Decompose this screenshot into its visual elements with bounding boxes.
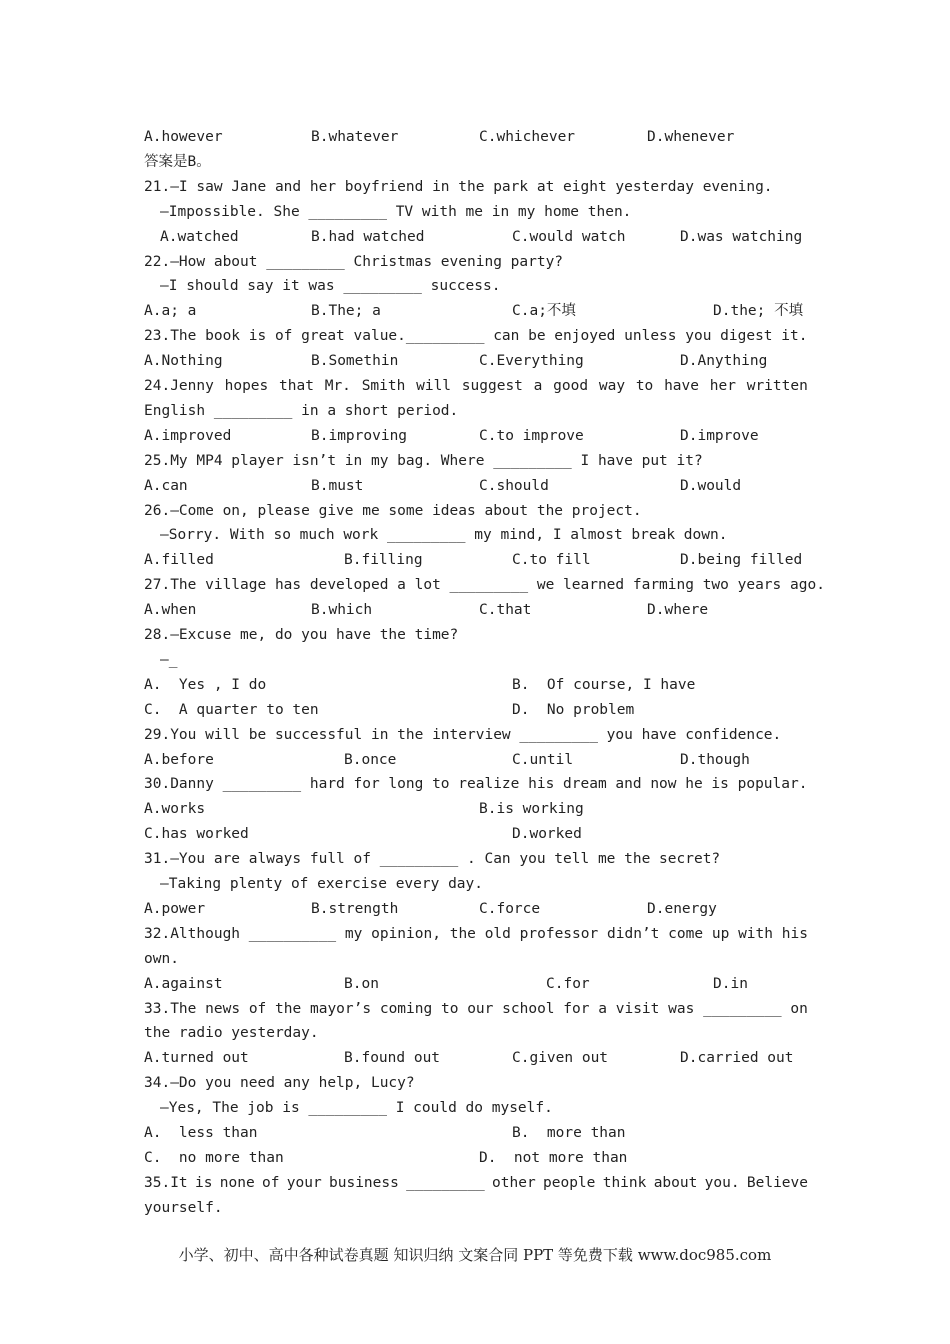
text-line [0,250,950,275]
answer-option: C. no more than [144,1149,284,1166]
text-line [0,997,950,1022]
answer-option: C.force [479,900,541,917]
word: was [668,1000,695,1017]
text-line [0,1096,950,1121]
word: up [711,925,730,942]
word: Believe [746,1174,808,1191]
word: professor [519,925,599,942]
answer-option: D.where [647,602,709,619]
word: that [279,378,314,394]
word: suggest [461,378,523,394]
word: _________ [406,1174,485,1191]
text-line-content: yourself. [144,1199,223,1216]
answer-option: B. more than [512,1125,626,1141]
text-line [0,200,950,225]
answer-option: A.before [144,751,214,768]
answer-option: C. A quarter to ten [144,701,319,718]
word: to [635,378,654,394]
word: for [563,1000,590,1017]
answer-option: A.turned out [144,1050,249,1067]
text-line [0,499,950,524]
word: a [598,1000,607,1017]
word: a [533,378,543,394]
word: 24.Jenny [144,378,214,394]
word: of [248,1000,267,1017]
word: to [440,1000,459,1017]
text-line [0,723,950,748]
answer-options [0,474,950,499]
answer-option: A.Nothing [144,353,223,370]
word: is [194,1174,213,1191]
word: Smith [361,378,406,394]
answer-option: C.Everything [479,353,584,370]
word: news [205,1000,241,1017]
answer-option: B.The; a [311,303,381,320]
answer-option: A.when [144,602,197,619]
text-line-content: —Impossible. She _________ TV with me in my home then. [160,203,632,220]
word: 32.Although [144,925,241,942]
text-line [0,1071,950,1096]
text-line [0,772,950,797]
answer-option: B.filling [344,552,423,569]
question-stem: 34.—Do you need any help, Lucy? [144,1075,415,1092]
answer-options [0,1046,950,1071]
answer-options [0,349,950,374]
answer-option: D.would [680,477,742,494]
answer-option: D.improve [680,427,759,444]
answer-option: A.a; a [144,303,197,320]
question-stem: 26.—Come on, please give me some ideas about the project. [144,502,642,519]
question-stem: 22.—How about _________ Christmas evening party? [144,253,564,270]
answer-options [0,548,950,573]
answer-options [0,225,950,250]
answer-options [0,1146,950,1171]
answer-options [0,598,950,623]
answer-options [0,897,950,922]
answer-option: A.can [144,477,188,494]
answer-option: A.watched [160,228,239,245]
word: none [219,1174,255,1191]
answer-option: B.which [311,602,373,619]
word: come [668,925,704,942]
word: the [275,1000,302,1017]
answer-option: B.whatever [311,129,399,145]
word: Mr. [324,378,351,394]
answer-options [0,698,950,723]
word: my [344,925,363,942]
text-line-content: 答案是B。 [144,153,211,170]
answer-options [0,673,950,698]
text-line [0,1196,950,1221]
answer-option: A.improved [144,427,232,444]
answer-option: B.Somethin [311,353,399,370]
answer-option: C.would watch [512,228,626,245]
word: way [598,378,626,394]
answer-option: B.found out [344,1050,441,1067]
text-line [0,1171,950,1196]
question-stem: 30.Danny _________ hard for long to realize his dream and now he is popular. [144,776,808,793]
answer-option: A.against [144,975,223,992]
answer-options [0,822,950,847]
text-line [0,274,950,299]
word: opinion, [371,925,441,942]
word: of [261,1174,280,1191]
answer-options [0,424,950,449]
answer-option: D. No problem [512,701,635,718]
answer-option: D.Anything [680,353,768,370]
word: written [746,378,808,394]
word: other [492,1174,536,1191]
answer-option: A. less than [144,1125,258,1141]
word: the [449,925,476,942]
answer-option: C.for [546,975,590,992]
text-line-content: —I should say it was _________ success. [160,278,501,295]
word: people [543,1174,596,1191]
text-line [0,573,950,598]
word: 35.It [144,1174,188,1191]
text-line [0,623,950,648]
word: business [329,1174,399,1191]
word: school [502,1000,555,1017]
word: think [602,1174,647,1191]
answer-option: B.strength [311,900,399,917]
word: our [467,1000,494,1017]
text-line [0,150,950,175]
answer-options [0,748,950,773]
answer-option: A.filled [144,552,214,569]
word: mayor’s [309,1000,372,1017]
answer-option: B.on [344,975,379,992]
answer-option: A. Yes , I do [144,676,267,693]
word: coming [379,1000,433,1017]
answer-option: C.has worked [144,826,249,843]
question-stem: 28.—Excuse me, do you have the time? [144,627,459,643]
word: didn’t [607,925,660,942]
answer-option: A.however [144,129,223,145]
text-line [0,847,950,872]
text-line-content: —Taking plenty of exercise every day. [160,876,484,892]
text-line [0,399,950,424]
question-stem: 27.The village has developed a lot _________ we learned farming two years ago. [144,577,825,594]
answer-options [0,1121,950,1146]
word: good [553,378,589,394]
question-stem: 21.—I saw Jane and her boyfriend in the park at eight yesterday evening. [144,178,773,195]
word: __________ [248,925,337,942]
text-line [0,947,950,972]
text-line [0,523,950,548]
word: old [484,925,511,942]
question-stem: 29.You will be successful in the interview _________ you have confidence. [144,726,782,743]
answer-option: D.the; 不填 [713,303,804,320]
answer-option: B.improving [311,427,408,444]
word: will [416,378,452,394]
answer-option: D.being filled [680,552,803,569]
answer-option: A.power [144,900,206,917]
text-line [0,1021,950,1046]
word: about [653,1174,698,1191]
text-line-content: —Sorry. With so much work _________ my mind, I almost break down. [160,527,728,544]
text-line-content: —Yes, The job is _________ I could do myself. [160,1100,553,1117]
question-stem: 31.—You are always full of _________ . Can you tell me the secret? [144,851,721,868]
answer-option: B.once [344,751,397,768]
word: hopes [224,378,269,394]
answer-options [0,299,950,324]
answer-option: C.until [512,751,574,768]
answer-option: C.that [479,602,532,619]
word: _________ [703,1000,782,1017]
answer-options [0,125,950,150]
word: visit [615,1000,660,1017]
answer-option: C.should [479,477,549,494]
text-line [0,648,950,673]
answer-option: B.must [311,477,364,494]
answer-option: D. not more than [479,1149,628,1166]
answer-options [0,797,950,822]
answer-options [0,972,950,997]
answer-option: B.is working [479,801,584,818]
question-stem: 25.My MP4 player isn’t in my bag. Where _________ I have put it? [144,452,703,469]
page-footer: 小学、初中、高中各种试卷真题 知识归纳 文案合同 PPT 等免费下载 www.doc985.com [178,1246,772,1264]
question-stem: 23.The book is of great value._________ can be enjoyed unless you digest it. [144,328,808,345]
text-line [0,922,950,947]
answer-option: C.to improve [479,427,584,444]
word: 33.The [144,1000,197,1017]
answer-option: D.carried out [680,1050,794,1067]
text-line-content: own. [144,950,179,967]
answer-option: D.in [713,975,748,992]
answer-option: B.had watched [311,228,425,245]
word: you. [704,1174,740,1191]
answer-option: D.energy [647,900,717,917]
word: have [664,378,699,394]
text-line [0,449,950,474]
text-line-content: English _________ in a short period. [144,402,459,419]
word: on [790,1000,808,1017]
answer-option: D.whenever [647,129,735,145]
answer-option: B. Of course, I have [512,676,696,693]
text-line [0,324,950,349]
text-line-content: the radio yesterday. [144,1025,319,1042]
text-line-content: —_ [160,651,178,668]
answer-option: D.worked [512,826,582,843]
text-line [0,872,950,897]
word: his [781,925,808,942]
text-line [0,175,950,200]
word: her [709,378,736,394]
answer-option: C.a;不填 [512,303,576,320]
answer-option: D.though [680,751,750,768]
answer-option: A.works [144,801,206,818]
answer-option: C.whichever [479,129,576,145]
answer-option: C.given out [512,1050,609,1067]
word: with [738,925,773,942]
word: your [286,1174,322,1191]
answer-option: D.was watching [680,228,803,245]
text-line [0,374,950,399]
answer-option: C.to fill [512,552,591,569]
